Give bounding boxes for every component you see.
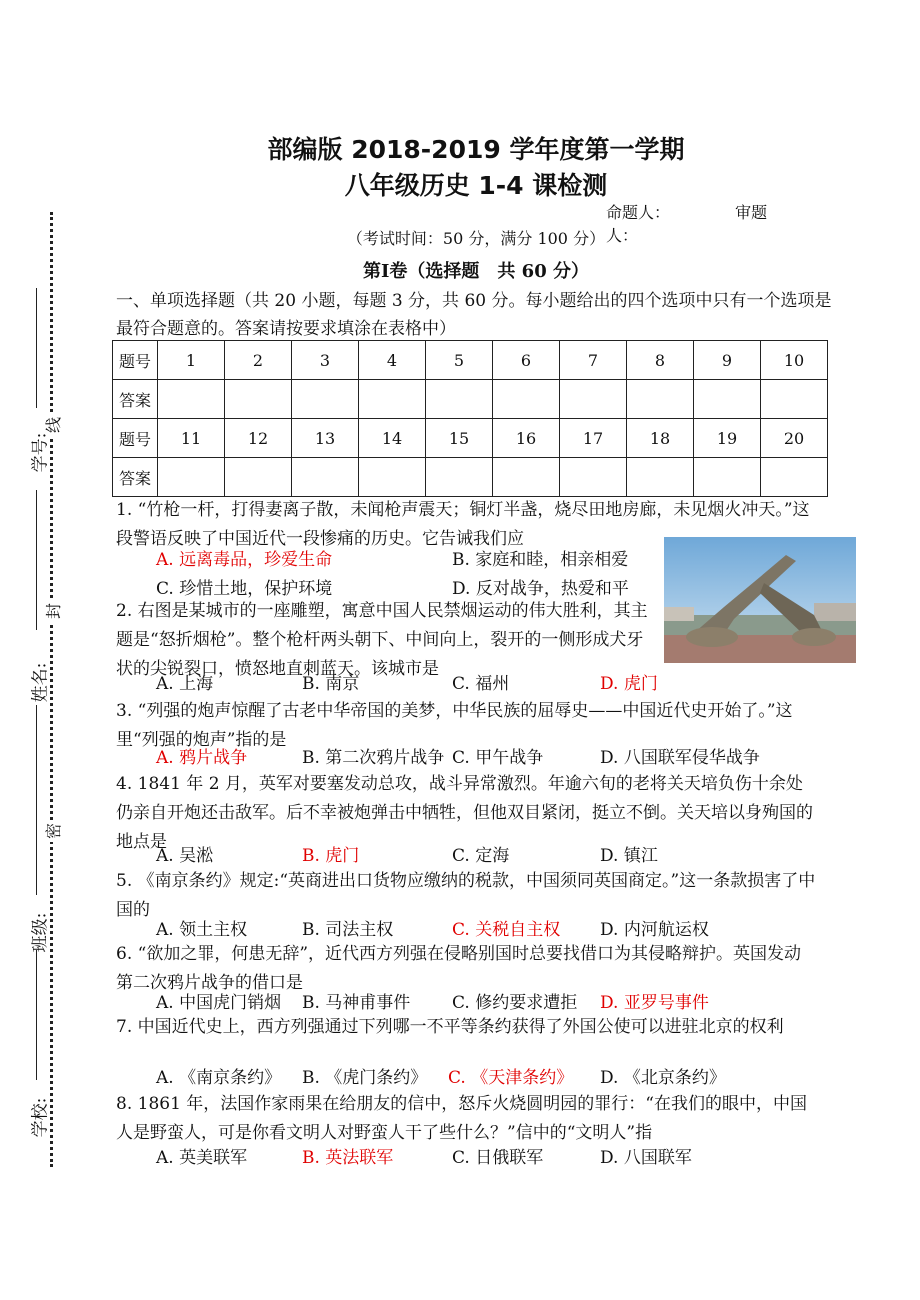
option[interactable]: C. 珍惜土地，保护环境: [156, 579, 333, 599]
table-cell: 9: [694, 341, 761, 380]
table-cell: 6: [493, 341, 560, 380]
option[interactable]: C. 福州: [452, 674, 510, 694]
answer-cell[interactable]: [627, 380, 694, 419]
sculpture-photo: [664, 537, 856, 663]
option[interactable]: B. 第二次鸦片战争: [302, 748, 445, 768]
answer-cell[interactable]: [560, 380, 627, 419]
class-field[interactable]: 班级:: [30, 912, 51, 953]
table-cell: 13: [292, 419, 359, 458]
table-row: [113, 458, 828, 497]
option[interactable]: D. 八国联军: [600, 1148, 692, 1168]
table-cell: 17: [560, 419, 627, 458]
answer-cell[interactable]: [694, 380, 761, 419]
question-2: 2. 右图是某城市的一座雕塑，寓意中国人民禁烟运动的伟大胜利，其主题是“怒折烟枪”。整个枪杆两头朝下、中间向上，裂开的一侧形成犬牙状的尖锐裂口，愤怒地直刺蓝天。该城市是: [116, 601, 648, 679]
option[interactable]: A. 英美联军: [156, 1148, 248, 1168]
option[interactable]: B. 《虎门条约》: [302, 1068, 428, 1088]
table-cell: 12: [225, 419, 292, 458]
option[interactable]: B. 虎门: [302, 846, 360, 866]
option[interactable]: B. 英法联军: [302, 1148, 394, 1168]
question-4: 4. 1841 年 2 月，英军对要塞发动总攻，战斗异常激烈。年逾六旬的老将关天培负伤十余处仍亲自开炮还击敌军。后不幸被炮弹击中牺牲，但他双目紧闭，挺立不倒。关天培以身殉国的地点是: [116, 774, 813, 852]
answer-cell[interactable]: [694, 458, 761, 497]
answer-cell[interactable]: [761, 458, 828, 497]
seal-mi: 密: [30, 820, 78, 842]
option[interactable]: B. 司法主权: [302, 920, 394, 940]
table-cell: 8: [627, 341, 694, 380]
table-row: [113, 380, 828, 419]
question-7: 7. 中国近代史上，西方列强通过下列哪一不平等条约获得了外国公使可以进驻北京的权利: [116, 1017, 784, 1037]
student-no-field[interactable]: 学号:: [30, 432, 51, 473]
option[interactable]: A. 上海: [156, 674, 214, 694]
table-cell: 18: [627, 419, 694, 458]
question-8: 8. 1861 年，法国作家雨果在给朋友的信中，怒斥火烧圆明园的罪行：“在我们的眼中，中国人是野蛮人，可是你看文明人对野蛮人干了些什么？”信中的“文明人”指: [116, 1094, 807, 1143]
answer-cell[interactable]: [426, 458, 493, 497]
option[interactable]: C. 《天津条约》: [448, 1068, 574, 1088]
answer-cell[interactable]: [225, 380, 292, 419]
table-cell: 16: [493, 419, 560, 458]
option[interactable]: D. 八国联军侵华战争: [600, 748, 760, 768]
option[interactable]: C. 修约要求遭拒: [452, 993, 578, 1013]
option[interactable]: D. 镇江: [600, 846, 658, 866]
option[interactable]: A. 吴淞: [156, 846, 214, 866]
option[interactable]: C. 日俄联军: [452, 1148, 544, 1168]
question-5: 5. 《南京条约》规定:“英商进出口货物应缴纳的税款，中国须同英国商定。”这一条款损害了中国的: [116, 871, 816, 920]
answer-cell[interactable]: [225, 458, 292, 497]
table-cell: 2: [225, 341, 292, 380]
answer-cell[interactable]: [493, 458, 560, 497]
option[interactable]: D. 内河航运权: [600, 920, 709, 940]
option[interactable]: C. 关税自主权: [452, 920, 561, 940]
option[interactable]: A. 远离毒品，珍爱生命: [156, 550, 333, 570]
reviewer-label: 审题人：: [606, 203, 768, 245]
option[interactable]: D. 《北京条约》: [600, 1068, 726, 1088]
option[interactable]: D. 亚罗号事件: [600, 993, 709, 1013]
row-label: 题号: [113, 419, 158, 458]
answer-cell[interactable]: [359, 380, 426, 419]
school-field[interactable]: 学校:: [30, 1097, 51, 1138]
table-cell: 4: [359, 341, 426, 380]
question-6: 6. “欲加之罪，何患无辞”，近代西方列强在侵略别国时总要找借口为其侵略辩护。英国发动第二次鸦片战争的借口是: [116, 944, 802, 993]
option[interactable]: B. 家庭和睦，相亲相爱: [452, 550, 629, 570]
table-cell: 19: [694, 419, 761, 458]
option[interactable]: D. 虎门: [600, 674, 658, 694]
exam-subtitle: 八年级历史 1-4 课检测: [344, 171, 608, 200]
seal-feng: 封: [30, 600, 78, 622]
table-cell: 3: [292, 341, 359, 380]
table-cell: 11: [158, 419, 225, 458]
answer-table: [112, 340, 828, 497]
answer-cell[interactable]: [292, 380, 359, 419]
exam-title: 部编版 2018-2019 学年度第一学期: [267, 135, 685, 164]
table-cell: 14: [359, 419, 426, 458]
part-title: 第Ⅰ卷（选择题 共 60 分）: [362, 261, 589, 282]
option[interactable]: A. 中国虎门销烟: [156, 993, 282, 1013]
answer-cell[interactable]: [627, 458, 694, 497]
exam-info: （考试时间：50 分，满分 100 分）: [346, 229, 606, 248]
option[interactable]: D. 反对战争，热爱和平: [452, 579, 629, 599]
table-row: [113, 341, 828, 380]
answer-cell[interactable]: [560, 458, 627, 497]
table-cell: 20: [761, 419, 828, 458]
option[interactable]: B. 马神甫事件: [302, 993, 411, 1013]
question-1: 1. “竹枪一杆，打得妻离子散，未闻枪声震天；铜灯半盏，烧尽田地房廊，未见烟火冲天。”这段警语反映了中国近代一段惨痛的历史。它告诫我们应: [116, 500, 810, 549]
question-3: 3. “列强的炮声惊醒了古老中华帝国的美梦，中华民族的屈辱史——中国近代史开始了。”这里“列强的炮声”指的是: [116, 701, 793, 750]
setter-label: 命题人：: [606, 203, 671, 222]
answer-label: 答案: [113, 458, 158, 497]
answer-label: 答案: [113, 380, 158, 419]
table-cell: 7: [560, 341, 627, 380]
option[interactable]: A. 领土主权: [156, 920, 248, 940]
table-cell: 15: [426, 419, 493, 458]
instructions: 一、单项选择题（共 20 小题，每题 3 分，共 60 分。每小题给出的四个选项中只有一个选项是最符合题意的。答案请按要求填涂在表格中）: [116, 291, 832, 339]
seal-xian: 线: [30, 414, 78, 436]
answer-cell[interactable]: [292, 458, 359, 497]
table-row: [113, 419, 828, 458]
row-label: 题号: [113, 341, 158, 380]
answer-cell[interactable]: [359, 458, 426, 497]
answer-cell[interactable]: [158, 458, 225, 497]
option[interactable]: B. 南京: [302, 674, 360, 694]
binding-margin: [0, 0, 110, 1300]
answer-cell[interactable]: [493, 380, 560, 419]
option[interactable]: C. 定海: [452, 846, 510, 866]
table-cell: 10: [761, 341, 828, 380]
answer-cell[interactable]: [158, 380, 225, 419]
option[interactable]: A. 鸦片战争: [156, 748, 248, 768]
table-cell: 1: [158, 341, 225, 380]
table-cell: 5: [426, 341, 493, 380]
answer-cell[interactable]: [761, 380, 828, 419]
answer-cell[interactable]: [426, 380, 493, 419]
option[interactable]: A. 《南京条约》: [156, 1068, 282, 1088]
option[interactable]: C. 甲午战争: [452, 748, 544, 768]
name-field[interactable]: 姓名:: [30, 662, 51, 703]
